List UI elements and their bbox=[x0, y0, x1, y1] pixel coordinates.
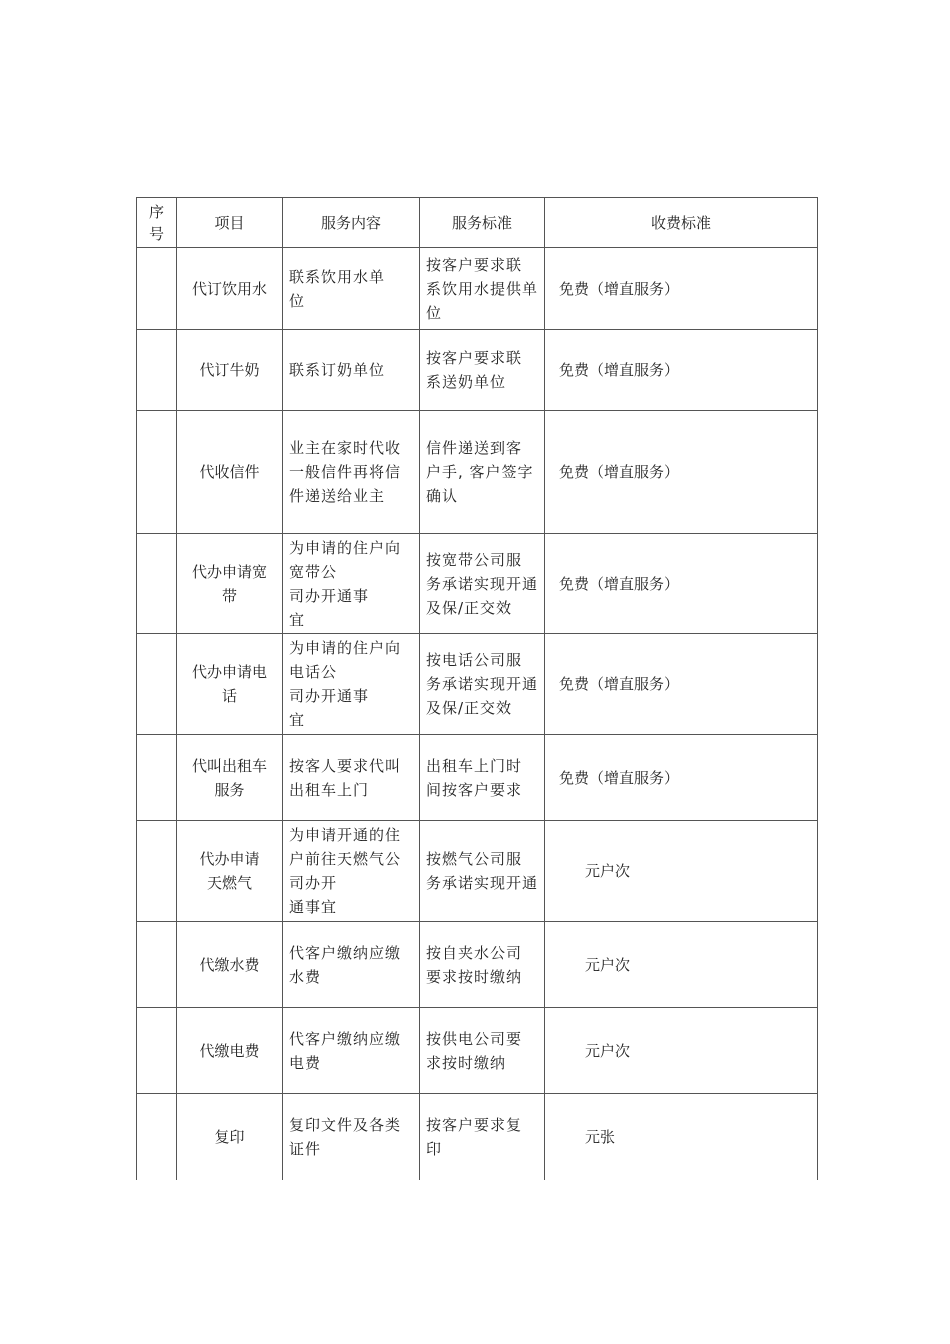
header-standard: 服务标准 bbox=[420, 198, 545, 248]
cell-content-line: 代客户缴纳应缴 bbox=[289, 1029, 402, 1048]
cell-item-line: 代办申请电 bbox=[191, 663, 267, 681]
cell-seq bbox=[137, 922, 177, 1008]
cell-standard-line: 出租车上门时 bbox=[426, 756, 523, 775]
cell-standard bbox=[420, 1094, 545, 1180]
cell-content bbox=[283, 1008, 420, 1094]
cell-seq bbox=[137, 821, 177, 922]
table-body bbox=[137, 248, 818, 1180]
table-row bbox=[137, 922, 818, 1008]
cell-standard-line: 务承诺实现开通 bbox=[426, 874, 539, 892]
cell-item bbox=[177, 248, 283, 330]
cell-content-line: 为申请开通的住 bbox=[289, 826, 402, 844]
cell-standard bbox=[420, 634, 545, 735]
cell-standard-line: 按客户要求复 bbox=[426, 1115, 523, 1134]
cell-item-line: 代叫出租车 bbox=[191, 756, 267, 775]
table-row bbox=[137, 330, 818, 411]
cell-content-line: 联系饮用水单 bbox=[289, 267, 386, 286]
cell-content-line: 电费 bbox=[289, 1053, 322, 1072]
cell-item-line: 代缴电费 bbox=[199, 1041, 260, 1060]
cell-content-line: 联系订奶单位 bbox=[289, 361, 386, 379]
cell-standard-line: 印 bbox=[426, 1139, 443, 1158]
cell-item bbox=[177, 1008, 283, 1094]
table-row bbox=[137, 411, 818, 534]
cell-content-line: 宽带公 bbox=[289, 562, 338, 581]
cell-fee: 免费（增直服务） bbox=[545, 411, 818, 534]
cell-content-line: 为申请的住户向 bbox=[289, 538, 402, 557]
cell-content-line: 宜 bbox=[289, 610, 306, 629]
cell-standard-line: 信件递送到客 bbox=[426, 439, 523, 457]
cell-content bbox=[283, 922, 420, 1008]
cell-content-line: 一般信件再将信 bbox=[289, 463, 402, 481]
cell-content bbox=[283, 634, 420, 735]
cell-item-line: 代订饮用水 bbox=[191, 279, 267, 298]
header-seq-line: 号 bbox=[148, 224, 164, 243]
cell-content-line: 件递送给业主 bbox=[289, 487, 386, 505]
cell-content-line: 为申请的住户向 bbox=[289, 639, 402, 657]
table-row bbox=[137, 735, 818, 821]
cell-seq bbox=[137, 1094, 177, 1180]
cell-item bbox=[177, 330, 283, 411]
cell-content-line: 证件 bbox=[289, 1139, 322, 1158]
header-seq bbox=[137, 198, 177, 248]
cell-content-line: 代客户缴纳应缴 bbox=[289, 943, 402, 962]
header-seq-line: 序 bbox=[148, 202, 164, 221]
cell-content bbox=[283, 821, 420, 922]
cell-item-line: 代办申请 bbox=[199, 850, 260, 868]
cell-standard bbox=[420, 1008, 545, 1094]
cell-item-line: 带 bbox=[221, 586, 237, 605]
cell-content-line: 复印文件及各类 bbox=[289, 1115, 402, 1134]
cell-standard-line: 按燃气公司服 bbox=[426, 850, 523, 868]
cell-item bbox=[177, 634, 283, 735]
cell-content-line: 通事宜 bbox=[289, 898, 338, 916]
cell-standard bbox=[420, 411, 545, 534]
cell-content-line: 水费 bbox=[289, 967, 322, 986]
cell-standard-line: 按宽带公司服 bbox=[426, 550, 523, 569]
cell-standard bbox=[420, 330, 545, 411]
cell-standard bbox=[420, 735, 545, 821]
service-fee-table bbox=[136, 197, 818, 1180]
cell-content bbox=[283, 735, 420, 821]
cell-content bbox=[283, 411, 420, 534]
cell-standard bbox=[420, 922, 545, 1008]
cell-standard-line: 务承诺实现开通 bbox=[426, 675, 539, 693]
cell-seq bbox=[137, 534, 177, 634]
cell-content-line: 司办开通事 bbox=[289, 586, 370, 605]
cell-item bbox=[177, 922, 283, 1008]
cell-fee: 免费（增直服务） bbox=[545, 735, 818, 821]
table-row bbox=[137, 821, 818, 922]
cell-item-line: 代订牛奶 bbox=[199, 361, 260, 379]
cell-content-line: 出租车上门 bbox=[289, 780, 370, 799]
cell-standard-line: 系饮用水提供单 bbox=[426, 279, 539, 298]
cell-fee: 元户次 bbox=[545, 821, 818, 922]
cell-content-line: 户前往天燃气公 bbox=[289, 850, 402, 868]
cell-item-line: 代收信件 bbox=[199, 463, 260, 481]
cell-content-line: 按客人要求代叫 bbox=[289, 756, 402, 775]
cell-standard-line: 确认 bbox=[426, 487, 459, 505]
cell-content-line: 司办开 bbox=[289, 874, 338, 892]
cell-item-line: 复印 bbox=[214, 1127, 245, 1146]
cell-content-line: 宜 bbox=[289, 711, 306, 729]
cell-content-line: 司办开通事 bbox=[289, 687, 370, 705]
cell-standard-line: 及保/正交效 bbox=[426, 598, 513, 617]
cell-seq bbox=[137, 330, 177, 411]
cell-standard-line: 户手, 客户签字 bbox=[426, 463, 534, 481]
cell-item-line: 服务 bbox=[214, 780, 245, 799]
header-row bbox=[137, 198, 818, 248]
table-row bbox=[137, 248, 818, 330]
cell-item-line: 话 bbox=[221, 687, 237, 705]
cell-fee: 元户次 bbox=[545, 922, 818, 1008]
cell-standard-line: 要求按时缴纳 bbox=[426, 967, 523, 986]
cell-standard-line: 按客户要求联 bbox=[426, 349, 523, 367]
cell-item-line: 天燃气 bbox=[206, 874, 252, 892]
cell-seq bbox=[137, 411, 177, 534]
header-content: 服务内容 bbox=[283, 198, 420, 248]
header-item: 项目 bbox=[177, 198, 283, 248]
cell-content bbox=[283, 1094, 420, 1180]
cell-seq bbox=[137, 248, 177, 330]
cell-standard-line: 按供电公司要 bbox=[426, 1029, 523, 1048]
table-row bbox=[137, 1094, 818, 1180]
cell-seq bbox=[137, 634, 177, 735]
cell-standard bbox=[420, 248, 545, 330]
cell-standard-line: 按客户要求联 bbox=[426, 255, 523, 274]
cell-standard-line: 按电话公司服 bbox=[426, 651, 523, 669]
cell-fee: 元张 bbox=[545, 1094, 818, 1180]
cell-seq bbox=[137, 735, 177, 821]
cell-standard-line: 系送奶单位 bbox=[426, 373, 507, 391]
cell-item-line: 代缴水费 bbox=[199, 955, 260, 974]
cell-standard bbox=[420, 534, 545, 634]
cell-standard-line: 间按客户要求 bbox=[426, 780, 523, 799]
cell-content bbox=[283, 330, 420, 411]
cell-standard-line: 位 bbox=[426, 303, 443, 322]
cell-fee: 免费（增直服务） bbox=[545, 534, 818, 634]
cell-content-line: 电话公 bbox=[289, 663, 338, 681]
header-fee: 收费标准 bbox=[545, 198, 818, 248]
cell-item bbox=[177, 735, 283, 821]
cell-content bbox=[283, 534, 420, 634]
cell-fee: 免费（增直服务） bbox=[545, 634, 818, 735]
table-row bbox=[137, 1008, 818, 1094]
cell-content-line: 位 bbox=[289, 291, 306, 310]
cell-item bbox=[177, 1094, 283, 1180]
cell-content bbox=[283, 248, 420, 330]
cell-standard bbox=[420, 821, 545, 922]
cell-item bbox=[177, 411, 283, 534]
table-row bbox=[137, 634, 818, 735]
cell-seq bbox=[137, 1008, 177, 1094]
cell-item bbox=[177, 821, 283, 922]
cell-content-line: 业主在家时代收 bbox=[289, 439, 402, 457]
table-row bbox=[137, 534, 818, 634]
cell-fee: 免费（增直服务） bbox=[545, 248, 818, 330]
cell-standard-line: 务承诺实现开通 bbox=[426, 574, 539, 593]
cell-standard-line: 及保/正交效 bbox=[426, 699, 513, 717]
cell-item bbox=[177, 534, 283, 634]
cell-fee: 免费（增直服务） bbox=[545, 330, 818, 411]
cell-standard-line: 按自夹水公司 bbox=[426, 943, 523, 962]
cell-item-line: 代办申请宽 bbox=[191, 562, 267, 581]
cell-standard-line: 求按时缴纳 bbox=[426, 1053, 507, 1072]
cell-fee: 元户次 bbox=[545, 1008, 818, 1094]
